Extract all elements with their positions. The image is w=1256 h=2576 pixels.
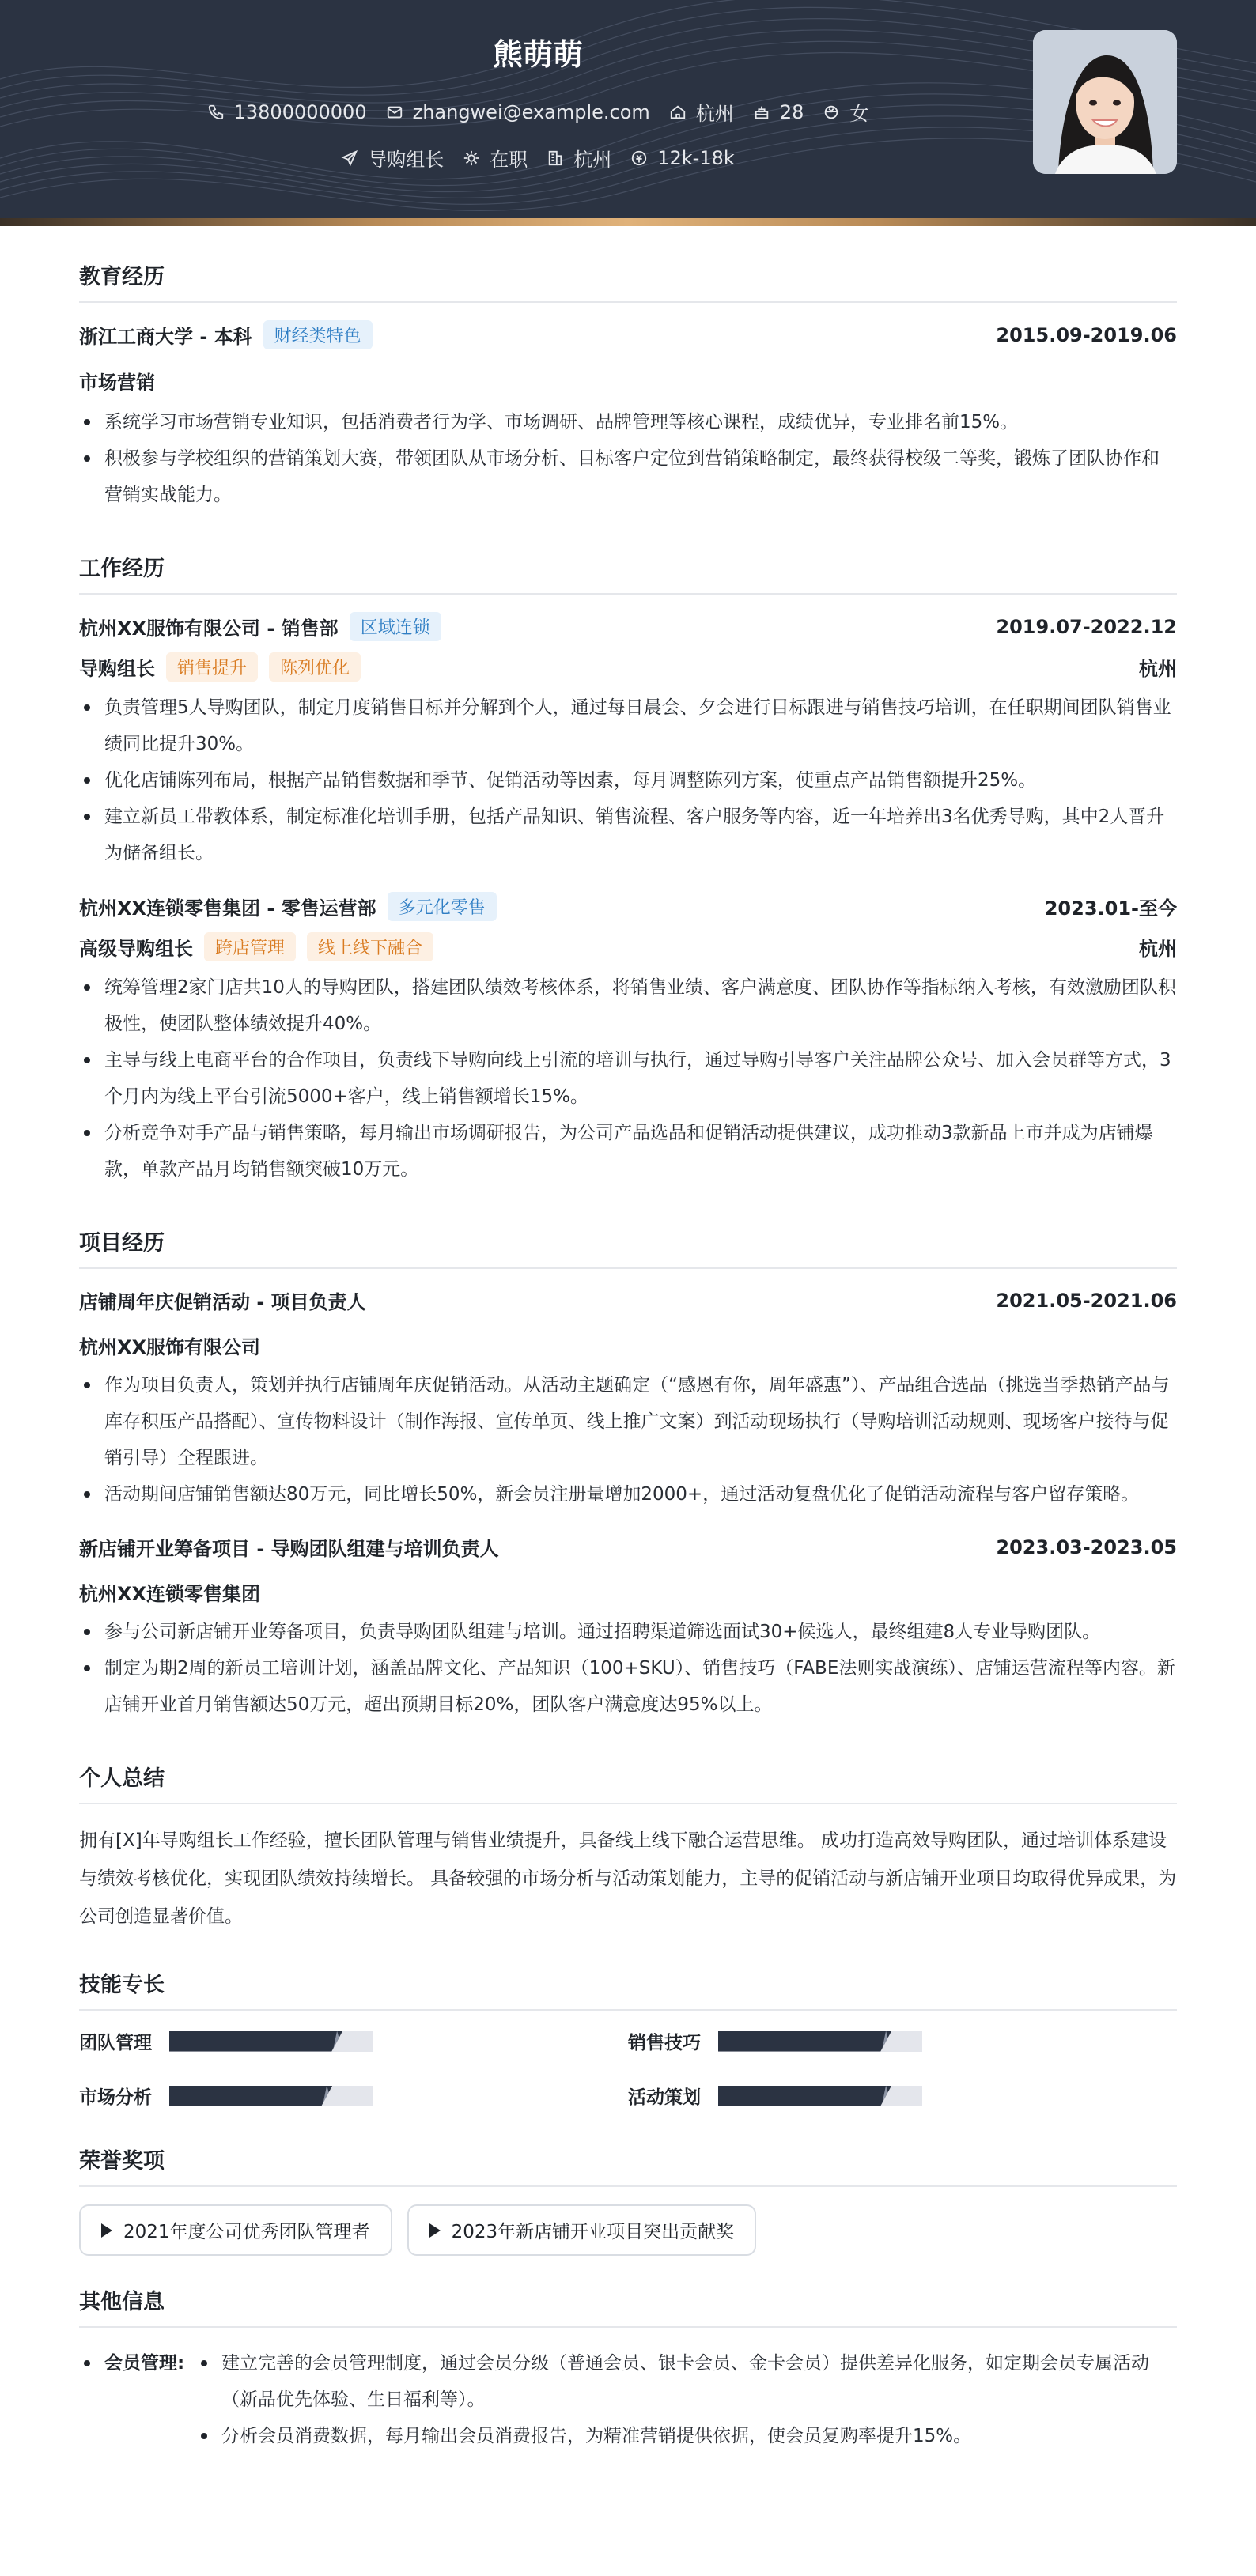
role-tag: 陈列优化: [269, 652, 361, 682]
list-item: 统筹管理2家门店共10人的导购团队，搭建团队绩效考核体系，将销售业绩、客户满意度、团队协作等指标纳入考核，有效激励团队积极性，使团队整体绩效提升40%。: [79, 969, 1177, 1042]
phone-icon: [207, 104, 225, 121]
job-bullets: [79, 689, 1177, 871]
honors-title: 荣誉奖项: [79, 2144, 1177, 2187]
project-org-row: [79, 1331, 1177, 1359]
position-text: 导购组长: [368, 149, 445, 171]
award-text: 2023年新店铺开业项目突出贡献奖: [451, 2222, 735, 2242]
job-date: 2019.07-2022.12: [996, 615, 1177, 638]
role-tag: 销售提升: [166, 652, 258, 682]
skill-item: [628, 2028, 1177, 2054]
list-item: 作为项目负责人，策划并执行店铺周年庆促销活动。从活动主题确定（“感恩有你，周年盛惠”）、产品组合选品（挑选当季热销产品与库存积压产品搭配）、宣传物料设计（制作海报、宣传单页、线上推广文案）到活动现场执行（导购培训活动规则、现场客户接待与促销引导）全程跟进。: [79, 1367, 1177, 1476]
project-org: 杭州XX连锁零售集团: [79, 1583, 261, 1605]
skill-bar: [169, 2086, 373, 2106]
skill-bar: [169, 2031, 373, 2052]
candidate-name: 熊萌萌: [492, 37, 583, 72]
project-entry: [79, 1533, 1177, 1723]
company-tag: 多元化零售: [388, 892, 497, 921]
award-badge: [79, 2204, 392, 2256]
job-header-row: [79, 612, 1177, 641]
avatar: [1033, 30, 1177, 174]
hometown-text: 杭州: [695, 103, 734, 125]
list-item: 建立完善的会员管理制度，通过会员分级（普通会员、银卡会员、金卡会员）提供差异化服务，如定期会员专属活动（新品优先体验、生日福利等）。: [196, 2345, 1177, 2418]
education-bullets: [79, 404, 1177, 513]
job-role: 高级导购组长: [79, 938, 193, 960]
skill-item: [628, 2083, 1177, 2109]
job-role: 导购组长: [79, 658, 155, 680]
project-date: 2023.03-2023.05: [996, 1535, 1177, 1558]
job-location: 杭州: [1139, 938, 1177, 960]
company-tag: 区域连锁: [350, 612, 441, 641]
skill-bar-fill: [718, 2086, 891, 2106]
job-date: 2023.01-至今: [1044, 897, 1177, 920]
role-tag: 线上线下融合: [307, 932, 433, 961]
job-entry: [79, 892, 1177, 1188]
gender-item: [823, 98, 868, 126]
list-item: 分析会员消费数据，每月输出会员消费报告，为精准营销提供依据，使会员复购率提升15%。: [196, 2418, 1177, 2454]
project-name: 店铺周年庆促销活动 - 项目负责人: [79, 1291, 366, 1313]
role-tag: 跨店管理: [204, 932, 296, 961]
skill-bar-fill: [718, 2031, 891, 2052]
list-item: 建立新员工带教体系，制定标准化培训手册，包括产品知识、销售流程、客户服务等内容，近一年培养出3名优秀导购，其中2人晋升为储备组长。: [79, 799, 1177, 871]
skill-bar-fill: [169, 2086, 332, 2106]
position-item: [341, 144, 444, 172]
school-tag: 财经类特色: [263, 320, 373, 349]
other-bullets: [196, 2345, 1177, 2454]
job-role-row: [79, 652, 1177, 682]
education-date: 2015.09-2019.06: [996, 323, 1177, 346]
project-bullets: [79, 1367, 1177, 1513]
skill-bar: [718, 2031, 922, 2052]
skill-name: 团队管理: [79, 2033, 152, 2053]
project-entry: [79, 1286, 1177, 1513]
city-item: [547, 144, 611, 172]
honors-section: [79, 2144, 1177, 2256]
list-item: 优化店铺陈列布局，根据产品销售数据和季节、促销活动等因素，每月调整陈列方案，使重点产品销售额提升25%。: [79, 762, 1177, 799]
building-icon: [547, 149, 564, 167]
phone-item: [207, 101, 367, 123]
skill-bar-fill: [169, 2031, 342, 2052]
list-item: 主导与线上电商平台的合作项目，负责线下导购向线上引流的培训与执行，通过导购引导客户关注品牌公众号、加入会员群等方式，3个月内为线上平台引流5000+客户，线上销售额增长15%。: [79, 1042, 1177, 1115]
summary-text: 拥有[X]年导购组长工作经验，擅长团队管理与销售业绩提升，具备线上线下融合运营思维。 成功打造高效导购团队，通过培训体系建设与绩效考核优化，实现团队绩效持续增长。 具备较强的市场分析与活动策划能力，主导的促销活动与新店铺开业项目均取得优异成果，为公司创造显著价值。: [79, 1830, 1177, 1927]
other-item: [79, 2345, 1177, 2454]
award-text: 2021年度公司优秀团队管理者: [123, 2222, 370, 2242]
honors-list: [79, 2204, 1177, 2256]
play-icon: [101, 2223, 112, 2238]
salary-item: [630, 147, 735, 169]
summary-section: [79, 1761, 1177, 1936]
project-org: 杭州XX服饰有限公司: [79, 1336, 261, 1358]
skill-name: 活动策划: [628, 2087, 701, 2108]
home-icon: [669, 104, 687, 121]
list-item: 活动期间店铺销售额达80万元，同比增长50%，新会员注册量增加2000+，通过活动复盘优化了促销活动流程与客户留存策略。: [79, 1476, 1177, 1513]
list-item: 制定为期2周的新员工培训计划，涵盖品牌文化、产品知识（100+SKU）、销售技巧（FABE法则实战演练）、店铺运营流程等内容。新店铺开业首月销售额达50万元，超出预期目标20%，团队客户满意度达95%以上。: [79, 1650, 1177, 1723]
skill-name: 销售技巧: [628, 2033, 701, 2053]
skills-grid: [79, 2028, 1177, 2109]
job-location: 杭州: [1139, 658, 1177, 680]
gender-text: 女: [849, 103, 869, 125]
list-item: 负责管理5人导购团队，制定月度销售目标并分解到个人，通过每日晨会、夕会进行目标跟进与销售技巧培训，在任职期间团队销售业绩同比提升30%。: [79, 689, 1177, 762]
age-item: [753, 101, 804, 123]
status-icon: [463, 149, 480, 167]
avatar-portrait: [1033, 30, 1177, 174]
status-text: 在职: [490, 149, 528, 171]
skill-bar: [718, 2086, 922, 2106]
list-item: 参与公司新店铺开业筹备项目，负责导购团队组建与培训。通过招聘渠道筛选面试30+候选人，最终组建8人专业导购团队。: [79, 1614, 1177, 1650]
skill-item: [79, 2028, 628, 2054]
mail-icon: [386, 104, 403, 121]
other-section: [79, 2284, 1177, 2454]
award-badge: [407, 2204, 757, 2256]
play-icon: [429, 2223, 441, 2238]
education-title: 教育经历: [79, 259, 1177, 303]
contact-row: [0, 98, 1076, 126]
other-title: 其他信息: [79, 2284, 1177, 2328]
status-item: [463, 144, 528, 172]
job-intent-row: [0, 144, 1076, 172]
hometown-item: [669, 98, 734, 126]
job-role-row: [79, 932, 1177, 961]
list-item: 系统学习市场营销专业知识，包括消费者行为学、市场调研、品牌管理等核心课程，成绩优异，专业排名前15%。: [79, 404, 1177, 440]
header-gold-accent: [0, 218, 1256, 226]
salary-text: 12k-18k: [657, 146, 735, 169]
work-title: 工作经历: [79, 551, 1177, 595]
project-header-row: [79, 1286, 1177, 1314]
list-item: 积极参与学校组织的营销策划大赛，带领团队从市场分析、目标客户定位到营销策略制定，最终获得校级二等奖，锻炼了团队协作和营销实战能力。: [79, 440, 1177, 513]
resume-body: [79, 226, 1177, 2454]
education-header-row: [79, 320, 1177, 349]
send-icon: [341, 149, 358, 167]
skills-section: [79, 1967, 1177, 2109]
project-header-row: [79, 1533, 1177, 1561]
job-entry: [79, 612, 1177, 871]
age-text: 28: [779, 100, 804, 123]
school-degree: 浙江工商大学 - 本科: [79, 326, 252, 348]
gender-icon: [823, 104, 840, 121]
job-header-row: [79, 892, 1177, 921]
project-date: 2021.05-2021.06: [996, 1289, 1177, 1312]
phone-text: 13800000000: [233, 100, 367, 123]
skill-item: [79, 2083, 628, 2109]
skills-title: 技能专长: [79, 1967, 1177, 2011]
job-company: 杭州XX服饰有限公司 - 销售部: [79, 618, 339, 640]
resume-header: [0, 0, 1256, 226]
other-key: 会员管理:: [79, 2345, 196, 2454]
projects-title: 项目经历: [79, 1226, 1177, 1269]
work-section: [79, 551, 1177, 1188]
city-text: 杭州: [573, 149, 612, 171]
email-text: zhangwei@example.com: [412, 100, 650, 123]
job-bullets: [79, 969, 1177, 1188]
project-name: 新店铺开业筹备项目 - 导购团队组建与培训负责人: [79, 1538, 499, 1560]
project-org-row: [79, 1578, 1177, 1606]
skill-name: 市场分析: [79, 2087, 152, 2108]
project-bullets: [79, 1614, 1177, 1723]
summary-title: 个人总结: [79, 1761, 1177, 1804]
email-item: [386, 101, 650, 123]
cake-icon: [753, 104, 770, 121]
projects-section: [79, 1226, 1177, 1723]
money-icon: [630, 149, 648, 167]
major-row: [79, 367, 1177, 395]
job-company: 杭州XX连锁零售集团 - 零售运营部: [79, 897, 376, 920]
list-item: 分析竞争对手产品与销售策略，每月输出市场调研报告，为公司产品选品和促销活动提供建议，成功推动3款新品上市并成为店铺爆款，单款产品月均销售额突破10万元。: [79, 1115, 1177, 1188]
education-section: [79, 259, 1177, 513]
major: 市场营销: [79, 372, 155, 394]
